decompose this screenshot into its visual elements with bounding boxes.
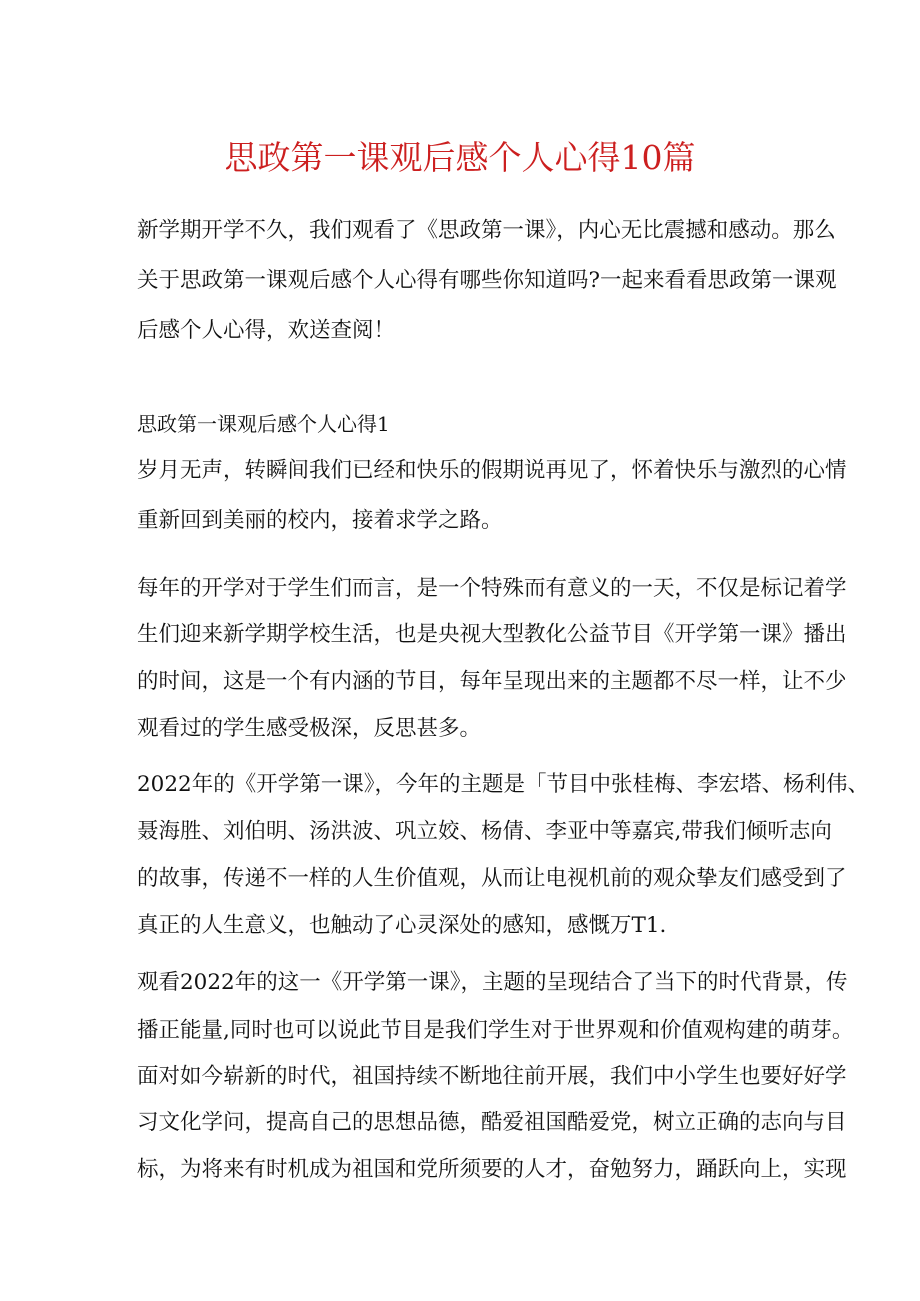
body-line: 重新回到美丽的校内，接着求学之路。 <box>137 508 503 533</box>
body-line: 真正的人生意义，也触动了心灵深处的感知，感慨万T1. <box>137 913 667 938</box>
body-line: 标，为将来有时机成为祖国和党所须要的人才，奋勉努力，踊跃向上，实现 <box>137 1157 847 1182</box>
body-line: 2022年的《开学第一课》，今年的主题是「节目中张桂梅、李宏塔、杨利伟、 <box>137 772 869 797</box>
body-line: 生们迎来新学期学校生活，也是央视大型教化公益节目《开学第一课》播出 <box>137 622 847 647</box>
body-line: 岁月无声，转瞬间我们已经和快乐的假期说再见了，怀着快乐与激烈的心情 <box>137 458 847 483</box>
body-line: 面对如今崭新的时代，祖国持续不断地往前开展，我们中小学生也要好好学 <box>137 1064 847 1089</box>
body-line: 的时间，这是一个有内涵的节目，每年呈现出来的主题都不尽一样，让不少 <box>137 669 847 694</box>
intro-line: 关于思政第一课观后感个人心得有哪些你知道吗?一起来看看思政第一课观 <box>137 268 837 293</box>
body-line: 观看2022年的这一《开学第一课》，主题的呈现结合了当下的时代背景，传 <box>137 970 848 995</box>
body-line: 的故事，传递不一样的人生价值观，从而让电视机前的观众挚友们感受到了 <box>137 866 847 891</box>
body-line: 观看过的学生感受极深，反思甚多。 <box>137 716 482 741</box>
document-title: 思政第一课观后感个人心得10篇 <box>224 138 696 177</box>
body-line: 每年的开学对于学生们而言，是一个特殊而有意义的一天，不仅是标记着学 <box>137 576 847 601</box>
intro-line: 新学期开学不久，我们观看了《思政第一课》，内心无比震撼和感动。那么 <box>137 218 836 243</box>
body-line: 聂海胜、刘伯明、汤洪波、巩立姣、杨倩、李亚中等嘉宾,带我们倾听志向 <box>137 819 832 844</box>
body-line: 习文化学问，提高自己的思想品德，酷爱祖国酷爱党，树立正确的志向与目 <box>137 1110 847 1135</box>
section-heading: 思政第一课观后感个人心得1 <box>137 412 390 436</box>
intro-line: 后感个人心得，欢送查阅！ <box>137 318 396 343</box>
body-line: 播正能量,同时也可以说此节目是我们学生对于世界观和价值观构建的萌芽。 <box>137 1018 854 1043</box>
